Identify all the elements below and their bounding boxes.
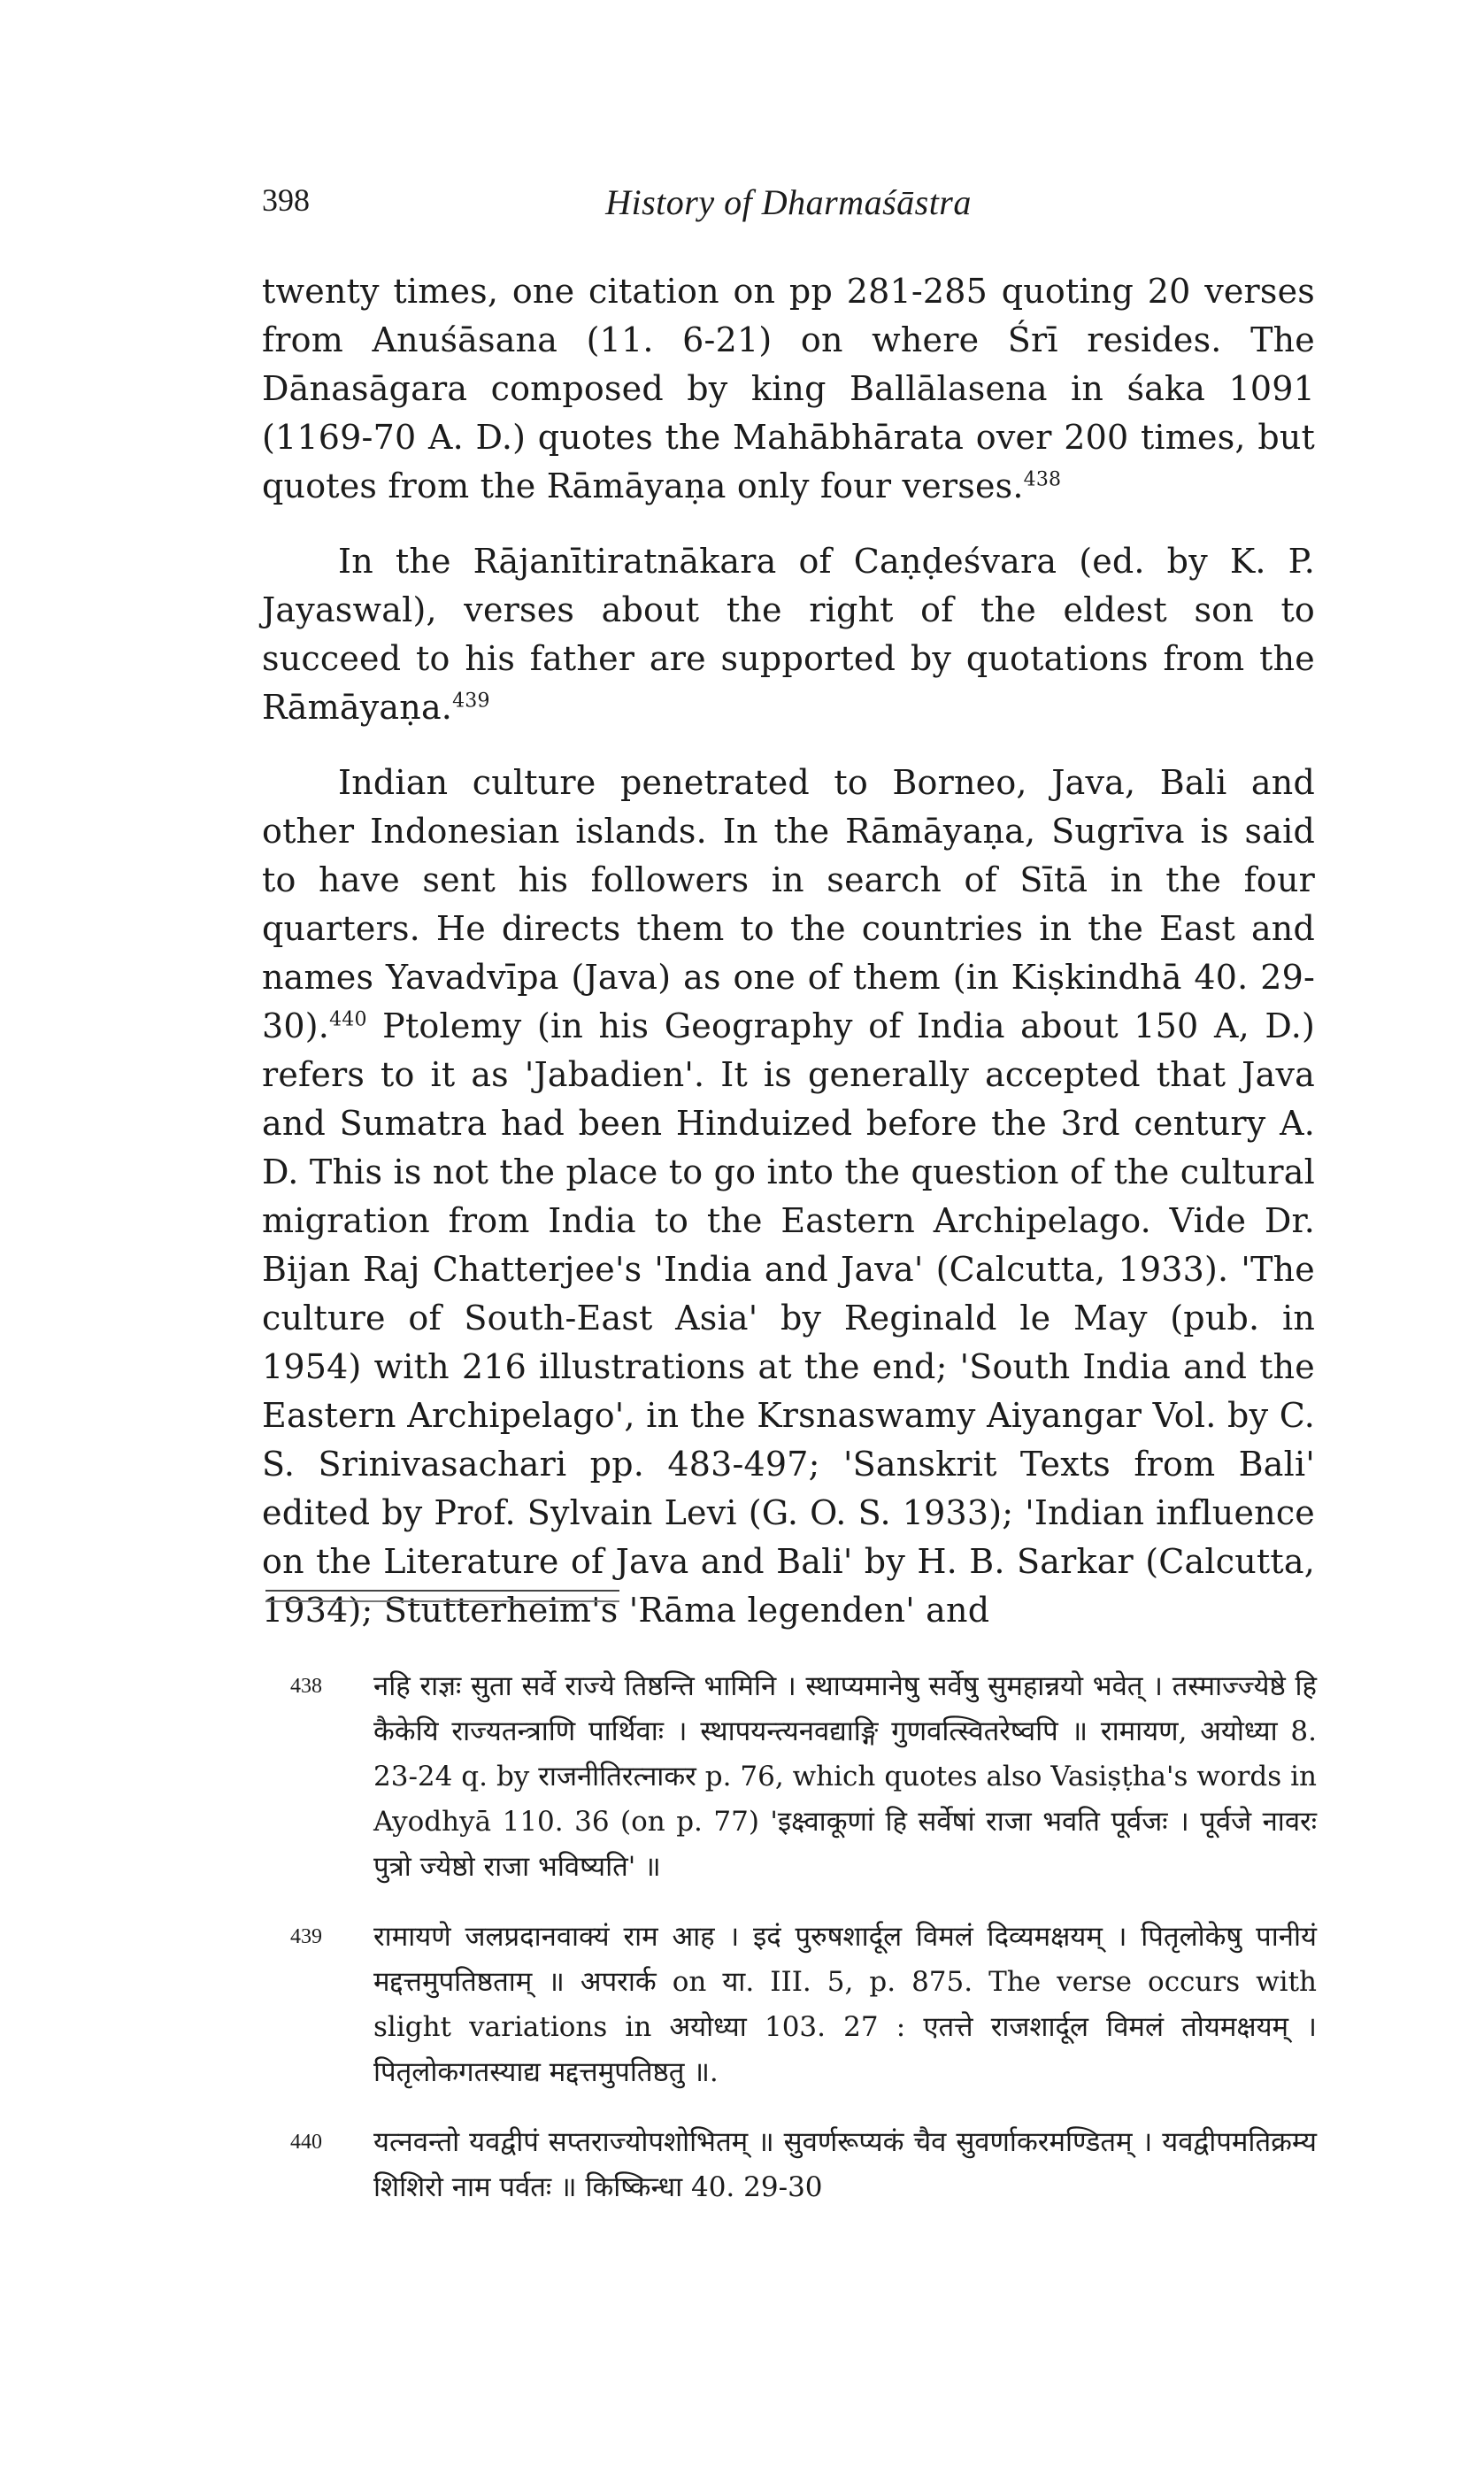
footnote-text: नहि राज्ञः सुता सर्वे राज्ये तिष्ठन्ति भामिनि । स्थाप्यमानेषु सर्वेषु सुमहान्नयो भवेत् । तस्माज्ज्येष्ठे हि कैकेयि राज्यतन्त्राणि पार्थिवाः । स्थापयन्त्यनवद्याङ्गि गुणवत्स्वितरेष्वपि ॥ रामायण, अयोध्या 8. 23-24 q. by राजनीतिरत्नाकर p. 76, which quotes also Vasiṣṭha's words in Ayodhyā 110. 36 (on p. 77) 'इक्ष्वाकूणां हि सर्वेषां राजा भवति पूर्वजः । पूर्वजे नावरः पुत्रो ज्येष्ठो राजा भविष्यति' ॥ bbox=[373, 1670, 1317, 1883]
paragraph-3 bbox=[262, 759, 1315, 1635]
footnote-439 bbox=[290, 1915, 1317, 2095]
footnote-ref-439[interactable]: 439 bbox=[452, 690, 490, 713]
paragraph-3-text-before: Indian culture penetrated to Borneo, Java, Bali and other Indonesian islands. In the Rāmāyaṇa, Sugrīva is said to have sent his followers in search of Sītā in the four quarters. He directs them to the countries in the East and names Yavadvīpa (Java) as one of them (in Kiṣkindhā 40. 29-30). bbox=[262, 763, 1315, 1045]
footnote-number: 438 bbox=[290, 1675, 322, 1698]
footnote-text: रामायणे जलप्रदानवाक्यं राम आह । इदं पुरुषशार्दूल विमलं दिव्यमक्षयम् । पितृलोकेषु पानीयं मद्दत्तमुपतिष्ठताम् ॥ अपरार्क on या. III. 5, p. 875. The verse occurs with slight variations in अयोध्या 103. 27 : एतत्ते राजशार्दूल विमलं तोयमक्षयम् । पितृलोकगतस्याद्य मद्दत्तमुपतिष्ठतु ॥. bbox=[373, 1921, 1317, 2088]
footnote-number: 439 bbox=[290, 1925, 322, 1948]
paragraph-2 bbox=[262, 537, 1315, 732]
paragraph-1-text: twenty times, one citation on pp 281-285 quoting 20 verses from Anuśāsana (11. 6-21) on where Śrī resides. The Dānasāgara composed by king Ballālasena in śaka 1091 (1169-70 A. D.) quotes the Mahābhārata over 200 times, but quotes from the Rāmāyaṇa only four verses. bbox=[262, 272, 1315, 505]
footnote-number: 440 bbox=[290, 2131, 322, 2154]
footnote-ref-438[interactable]: 438 bbox=[1023, 468, 1062, 491]
page-header bbox=[262, 181, 1315, 235]
footnote-438 bbox=[290, 1664, 1317, 1890]
running-title: History of Dharmaśāstra bbox=[605, 182, 972, 222]
paragraph-2-text: In the Rājanītiratnākara of Caṇḍeśvara (ed. by K. P. Jayaswal), verses about the right of the eldest son to succeed to his father are supported by quotations from the Rāmāyaṇa. bbox=[262, 542, 1315, 727]
body-text bbox=[262, 267, 1315, 1661]
footnote-divider bbox=[265, 1590, 619, 1602]
paragraph-1 bbox=[262, 267, 1315, 511]
footnote-ref-440[interactable]: 440 bbox=[329, 1008, 367, 1031]
footnote-text: यत्नवन्तो यवद्वीपं सप्तराज्योपशोभितम् ॥ सुवर्णरूप्यकं चैव सुवर्णाकरमण्डितम् । यवद्वीपमतिक्रम्य शिशिरो नाम पर्वतः ॥ किष्किन्धा 40. 29-30 bbox=[373, 2126, 1317, 2203]
paragraph-3-text-after: Ptolemy (in his Geography of India about 150 A, D.) refers to it as 'Jabadien'. It is generally accepted that Java and Sumatra had been Hinduized before the 3rd century A. D. This is not the place to go into the question of the cultural migration from India to the Eastern Archipelago. Vide Dr. Bijan Raj Chatterjee's 'India and Java' (Calcutta, 1933). 'The culture of South-East Asia' by Reginald le May (pub. in 1954) with 216 illustrations at the end; 'South India and the Eastern Archipelago', in the Krsnaswamy Aiyangar Vol. by C. S. Srinivasachari pp. 483-497; 'Sanskrit Texts from Bali' edited by Prof. Sylvain Levi (G. O. S. 1933); 'Indian influence on the Literature of Java and Bali' by H. B. Sarkar (Calcutta, 1934); Stutterheim's 'Rāma legenden' and bbox=[262, 1006, 1315, 1630]
footnote-440 bbox=[290, 2120, 1317, 2210]
footnotes bbox=[290, 1664, 1317, 2235]
page-number: 398 bbox=[262, 182, 310, 218]
